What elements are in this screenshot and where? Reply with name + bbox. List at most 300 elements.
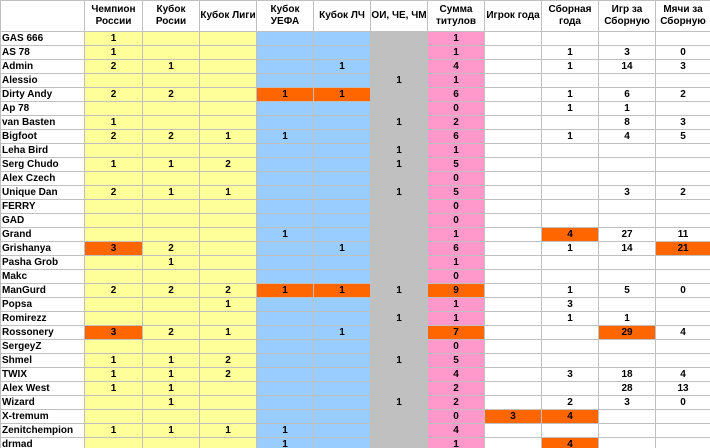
value-cell[interactable] (314, 46, 371, 60)
value-cell[interactable] (599, 200, 656, 214)
value-cell[interactable] (656, 172, 710, 186)
value-cell[interactable] (371, 200, 428, 214)
value-cell[interactable] (200, 46, 257, 60)
player-name-cell[interactable]: van Basten (1, 116, 85, 130)
value-cell[interactable] (656, 424, 710, 438)
value-cell[interactable]: 0 (428, 270, 485, 284)
value-cell[interactable] (200, 396, 257, 410)
value-cell[interactable]: 2 (200, 158, 257, 172)
value-cell[interactable]: 9 (428, 284, 485, 298)
value-cell[interactable]: 1 (371, 284, 428, 298)
value-cell[interactable] (371, 88, 428, 102)
value-cell[interactable] (314, 116, 371, 130)
value-cell[interactable]: 1 (542, 46, 599, 60)
value-cell[interactable] (143, 74, 200, 88)
value-cell[interactable] (485, 284, 542, 298)
value-cell[interactable]: 4 (428, 368, 485, 382)
value-cell[interactable]: 5 (428, 354, 485, 368)
value-cell[interactable] (85, 102, 143, 116)
value-cell[interactable] (371, 60, 428, 74)
value-cell[interactable] (314, 256, 371, 270)
value-cell[interactable]: 6 (428, 130, 485, 144)
value-cell[interactable] (143, 172, 200, 186)
value-cell[interactable]: 5 (428, 158, 485, 172)
value-cell[interactable]: 1 (371, 158, 428, 172)
value-cell[interactable] (314, 102, 371, 116)
value-cell[interactable]: 5 (599, 284, 656, 298)
value-cell[interactable] (257, 410, 314, 424)
value-cell[interactable] (542, 116, 599, 130)
value-cell[interactable]: 18 (599, 368, 656, 382)
value-cell[interactable] (314, 382, 371, 396)
value-cell[interactable] (143, 214, 200, 228)
value-cell[interactable] (257, 172, 314, 186)
value-cell[interactable] (257, 74, 314, 88)
value-cell[interactable]: 4 (428, 60, 485, 74)
value-cell[interactable] (85, 298, 143, 312)
value-cell[interactable]: 7 (428, 326, 485, 340)
value-cell[interactable] (200, 116, 257, 130)
value-cell[interactable]: 2 (428, 396, 485, 410)
value-cell[interactable] (599, 158, 656, 172)
value-cell[interactable] (371, 438, 428, 448)
value-cell[interactable]: 1 (143, 60, 200, 74)
value-cell[interactable] (314, 200, 371, 214)
value-cell[interactable] (143, 228, 200, 242)
value-cell[interactable] (85, 144, 143, 158)
value-cell[interactable] (371, 102, 428, 116)
player-name-cell[interactable]: Ap 78 (1, 102, 85, 116)
value-cell[interactable] (656, 354, 710, 368)
value-cell[interactable]: 1 (371, 144, 428, 158)
value-cell[interactable] (656, 144, 710, 158)
value-cell[interactable] (371, 242, 428, 256)
value-cell[interactable]: 2 (200, 368, 257, 382)
value-cell[interactable] (85, 228, 143, 242)
value-cell[interactable]: 1 (200, 298, 257, 312)
value-cell[interactable]: 1 (143, 186, 200, 200)
value-cell[interactable] (485, 32, 542, 46)
value-cell[interactable]: 1 (143, 382, 200, 396)
value-cell[interactable] (656, 340, 710, 354)
value-cell[interactable] (314, 130, 371, 144)
header-cell[interactable]: Кубок Росии (143, 1, 200, 32)
value-cell[interactable] (85, 270, 143, 284)
value-cell[interactable]: 1 (428, 312, 485, 326)
value-cell[interactable] (371, 172, 428, 186)
value-cell[interactable]: 1 (314, 60, 371, 74)
value-cell[interactable] (257, 312, 314, 326)
value-cell[interactable] (257, 298, 314, 312)
value-cell[interactable] (542, 340, 599, 354)
value-cell[interactable]: 1 (200, 186, 257, 200)
value-cell[interactable]: 1 (143, 256, 200, 270)
value-cell[interactable] (542, 158, 599, 172)
header-cell[interactable]: ОИ, ЧЕ, ЧМ (371, 1, 428, 32)
value-cell[interactable]: 1 (143, 354, 200, 368)
value-cell[interactable]: 1 (143, 158, 200, 172)
value-cell[interactable] (314, 368, 371, 382)
value-cell[interactable]: 1 (542, 130, 599, 144)
value-cell[interactable]: 5 (428, 186, 485, 200)
value-cell[interactable] (314, 312, 371, 326)
value-cell[interactable] (371, 340, 428, 354)
value-cell[interactable] (542, 382, 599, 396)
value-cell[interactable]: 2 (656, 186, 710, 200)
value-cell[interactable]: 1 (371, 396, 428, 410)
value-cell[interactable] (200, 256, 257, 270)
player-name-cell[interactable]: Grand (1, 228, 85, 242)
value-cell[interactable] (85, 214, 143, 228)
value-cell[interactable] (143, 102, 200, 116)
value-cell[interactable] (599, 144, 656, 158)
value-cell[interactable] (314, 410, 371, 424)
value-cell[interactable]: 1 (257, 88, 314, 102)
value-cell[interactable]: 1 (85, 116, 143, 130)
value-cell[interactable]: 5 (656, 130, 710, 144)
value-cell[interactable] (200, 60, 257, 74)
value-cell[interactable]: 1 (200, 326, 257, 340)
value-cell[interactable]: 4 (428, 424, 485, 438)
value-cell[interactable] (656, 200, 710, 214)
value-cell[interactable] (485, 88, 542, 102)
value-cell[interactable]: 1 (428, 228, 485, 242)
value-cell[interactable] (542, 200, 599, 214)
player-name-cell[interactable]: Pasha Grob (1, 256, 85, 270)
value-cell[interactable]: 1 (200, 130, 257, 144)
value-cell[interactable] (200, 214, 257, 228)
value-cell[interactable]: 4 (542, 410, 599, 424)
value-cell[interactable] (314, 214, 371, 228)
value-cell[interactable]: 2 (200, 284, 257, 298)
header-cell[interactable]: Мячи за Сборную (656, 1, 710, 32)
player-name-cell[interactable]: Makc (1, 270, 85, 284)
value-cell[interactable]: 1 (542, 284, 599, 298)
value-cell[interactable] (257, 270, 314, 284)
player-name-cell[interactable]: SergeyZ (1, 340, 85, 354)
value-cell[interactable] (371, 298, 428, 312)
value-cell[interactable] (542, 326, 599, 340)
value-cell[interactable]: 1 (314, 88, 371, 102)
value-cell[interactable] (314, 144, 371, 158)
value-cell[interactable] (200, 340, 257, 354)
value-cell[interactable]: 11 (656, 228, 710, 242)
value-cell[interactable] (599, 298, 656, 312)
value-cell[interactable]: 1 (599, 102, 656, 116)
value-cell[interactable] (314, 396, 371, 410)
value-cell[interactable] (85, 172, 143, 186)
value-cell[interactable] (257, 326, 314, 340)
header-cell-name[interactable] (1, 1, 85, 32)
value-cell[interactable] (371, 32, 428, 46)
value-cell[interactable]: 1 (428, 256, 485, 270)
player-name-cell[interactable]: TWIX (1, 368, 85, 382)
value-cell[interactable] (200, 270, 257, 284)
value-cell[interactable] (371, 256, 428, 270)
value-cell[interactable] (371, 326, 428, 340)
value-cell[interactable]: 1 (85, 32, 143, 46)
value-cell[interactable]: 1 (428, 298, 485, 312)
value-cell[interactable]: 1 (85, 382, 143, 396)
player-name-cell[interactable]: Grishanya (1, 242, 85, 256)
value-cell[interactable] (314, 158, 371, 172)
value-cell[interactable] (200, 88, 257, 102)
value-cell[interactable] (485, 228, 542, 242)
value-cell[interactable] (485, 144, 542, 158)
value-cell[interactable] (485, 312, 542, 326)
value-cell[interactable]: 1 (200, 424, 257, 438)
value-cell[interactable]: 0 (428, 102, 485, 116)
value-cell[interactable] (656, 410, 710, 424)
value-cell[interactable] (485, 340, 542, 354)
value-cell[interactable] (143, 270, 200, 284)
value-cell[interactable] (599, 410, 656, 424)
value-cell[interactable] (200, 312, 257, 326)
value-cell[interactable] (257, 354, 314, 368)
value-cell[interactable] (257, 158, 314, 172)
value-cell[interactable]: 1 (542, 88, 599, 102)
value-cell[interactable] (257, 340, 314, 354)
value-cell[interactable] (599, 172, 656, 186)
value-cell[interactable]: 1 (428, 438, 485, 448)
value-cell[interactable] (257, 60, 314, 74)
value-cell[interactable]: 0 (428, 410, 485, 424)
value-cell[interactable]: 1 (85, 368, 143, 382)
value-cell[interactable] (143, 32, 200, 46)
value-cell[interactable] (85, 74, 143, 88)
value-cell[interactable] (143, 298, 200, 312)
player-name-cell[interactable]: Alex West (1, 382, 85, 396)
value-cell[interactable] (257, 116, 314, 130)
value-cell[interactable]: 1 (85, 46, 143, 60)
value-cell[interactable] (542, 256, 599, 270)
player-name-cell[interactable]: Wizard (1, 396, 85, 410)
value-cell[interactable]: 4 (542, 438, 599, 448)
value-cell[interactable]: 1 (257, 130, 314, 144)
value-cell[interactable] (656, 438, 710, 448)
header-cell[interactable]: Игр за Сборную (599, 1, 656, 32)
value-cell[interactable] (656, 74, 710, 88)
value-cell[interactable] (371, 270, 428, 284)
value-cell[interactable] (314, 228, 371, 242)
value-cell[interactable] (143, 200, 200, 214)
value-cell[interactable] (485, 200, 542, 214)
value-cell[interactable] (200, 200, 257, 214)
value-cell[interactable]: 1 (85, 424, 143, 438)
value-cell[interactable] (485, 172, 542, 186)
value-cell[interactable]: 6 (428, 242, 485, 256)
value-cell[interactable]: 1 (371, 186, 428, 200)
value-cell[interactable]: 3 (485, 410, 542, 424)
value-cell[interactable] (599, 340, 656, 354)
player-name-cell[interactable]: Unique Dan (1, 186, 85, 200)
value-cell[interactable] (656, 312, 710, 326)
value-cell[interactable] (371, 228, 428, 242)
header-cell[interactable]: Чемпион России (85, 1, 143, 32)
value-cell[interactable] (371, 410, 428, 424)
value-cell[interactable] (314, 298, 371, 312)
value-cell[interactable]: 0 (656, 46, 710, 60)
value-cell[interactable] (257, 186, 314, 200)
value-cell[interactable] (200, 172, 257, 186)
value-cell[interactable]: 1 (542, 60, 599, 74)
value-cell[interactable]: 1 (143, 368, 200, 382)
header-cell[interactable]: Кубок ЛЧ (314, 1, 371, 32)
value-cell[interactable] (143, 116, 200, 130)
value-cell[interactable]: 1 (143, 396, 200, 410)
value-cell[interactable] (656, 32, 710, 46)
value-cell[interactable]: 1 (85, 158, 143, 172)
player-name-cell[interactable]: drmad (1, 438, 85, 448)
value-cell[interactable]: 1 (542, 102, 599, 116)
value-cell[interactable]: 1 (371, 74, 428, 88)
value-cell[interactable] (542, 424, 599, 438)
value-cell[interactable]: 1 (542, 312, 599, 326)
value-cell[interactable] (371, 130, 428, 144)
value-cell[interactable] (85, 396, 143, 410)
value-cell[interactable] (599, 214, 656, 228)
value-cell[interactable] (371, 368, 428, 382)
value-cell[interactable]: 1 (85, 354, 143, 368)
value-cell[interactable] (314, 74, 371, 88)
value-cell[interactable]: 3 (656, 116, 710, 130)
value-cell[interactable]: 2 (85, 284, 143, 298)
value-cell[interactable]: 1 (257, 438, 314, 448)
value-cell[interactable] (542, 144, 599, 158)
player-name-cell[interactable]: Leha Bird (1, 144, 85, 158)
value-cell[interactable] (485, 382, 542, 396)
value-cell[interactable]: 3 (599, 46, 656, 60)
value-cell[interactable]: 2 (85, 130, 143, 144)
value-cell[interactable] (314, 424, 371, 438)
value-cell[interactable] (257, 102, 314, 116)
value-cell[interactable]: 0 (428, 200, 485, 214)
value-cell[interactable] (599, 270, 656, 284)
value-cell[interactable]: 1 (428, 144, 485, 158)
value-cell[interactable]: 4 (599, 130, 656, 144)
value-cell[interactable] (485, 102, 542, 116)
value-cell[interactable]: 2 (143, 88, 200, 102)
value-cell[interactable] (257, 144, 314, 158)
value-cell[interactable] (257, 382, 314, 396)
value-cell[interactable]: 28 (599, 382, 656, 396)
value-cell[interactable]: 0 (656, 396, 710, 410)
value-cell[interactable]: 2 (143, 130, 200, 144)
value-cell[interactable] (257, 256, 314, 270)
value-cell[interactable]: 1 (314, 326, 371, 340)
value-cell[interactable] (599, 354, 656, 368)
value-cell[interactable] (485, 158, 542, 172)
value-cell[interactable]: 1 (371, 354, 428, 368)
value-cell[interactable]: 0 (428, 214, 485, 228)
value-cell[interactable] (200, 102, 257, 116)
value-cell[interactable] (314, 354, 371, 368)
player-name-cell[interactable]: X-tremum (1, 410, 85, 424)
value-cell[interactable]: 4 (656, 326, 710, 340)
value-cell[interactable]: 14 (599, 60, 656, 74)
value-cell[interactable] (542, 214, 599, 228)
value-cell[interactable]: 1 (257, 228, 314, 242)
value-cell[interactable]: 13 (656, 382, 710, 396)
value-cell[interactable] (85, 438, 143, 448)
value-cell[interactable] (314, 270, 371, 284)
value-cell[interactable] (485, 130, 542, 144)
value-cell[interactable] (85, 200, 143, 214)
value-cell[interactable] (257, 396, 314, 410)
value-cell[interactable]: 2 (428, 116, 485, 130)
value-cell[interactable]: 3 (599, 396, 656, 410)
value-cell[interactable] (542, 186, 599, 200)
value-cell[interactable]: 8 (599, 116, 656, 130)
value-cell[interactable] (485, 438, 542, 448)
value-cell[interactable] (542, 354, 599, 368)
value-cell[interactable] (85, 256, 143, 270)
value-cell[interactable] (485, 368, 542, 382)
player-name-cell[interactable]: GAD (1, 214, 85, 228)
header-cell[interactable]: Кубок УЕФА (257, 1, 314, 32)
value-cell[interactable] (200, 32, 257, 46)
player-name-cell[interactable]: Zenitchempion (1, 424, 85, 438)
value-cell[interactable] (257, 46, 314, 60)
value-cell[interactable] (314, 172, 371, 186)
value-cell[interactable] (599, 74, 656, 88)
value-cell[interactable]: 2 (143, 284, 200, 298)
value-cell[interactable]: 4 (656, 368, 710, 382)
value-cell[interactable]: 2 (85, 60, 143, 74)
player-name-cell[interactable]: Romirezz (1, 312, 85, 326)
player-name-cell[interactable]: Serg Chudo (1, 158, 85, 172)
value-cell[interactable] (656, 214, 710, 228)
value-cell[interactable] (200, 74, 257, 88)
value-cell[interactable] (599, 424, 656, 438)
value-cell[interactable] (485, 424, 542, 438)
player-name-cell[interactable]: AS 78 (1, 46, 85, 60)
value-cell[interactable]: 1 (143, 424, 200, 438)
value-cell[interactable]: 0 (428, 172, 485, 186)
value-cell[interactable] (200, 382, 257, 396)
value-cell[interactable] (485, 256, 542, 270)
value-cell[interactable]: 14 (599, 242, 656, 256)
value-cell[interactable] (200, 144, 257, 158)
value-cell[interactable] (257, 200, 314, 214)
player-name-cell[interactable]: Bigfoot (1, 130, 85, 144)
value-cell[interactable] (542, 74, 599, 88)
value-cell[interactable] (485, 354, 542, 368)
player-name-cell[interactable]: Alex Czech (1, 172, 85, 186)
value-cell[interactable] (485, 116, 542, 130)
value-cell[interactable]: 3 (599, 186, 656, 200)
player-name-cell[interactable]: Rossonery (1, 326, 85, 340)
player-name-cell[interactable]: Dirty Andy (1, 88, 85, 102)
value-cell[interactable]: 3 (542, 368, 599, 382)
value-cell[interactable] (485, 298, 542, 312)
header-cell[interactable]: Сумма титулов (428, 1, 485, 32)
value-cell[interactable]: 1 (599, 312, 656, 326)
value-cell[interactable] (143, 144, 200, 158)
value-cell[interactable] (371, 382, 428, 396)
value-cell[interactable]: 1 (257, 424, 314, 438)
value-cell[interactable] (200, 410, 257, 424)
value-cell[interactable] (485, 46, 542, 60)
value-cell[interactable] (85, 410, 143, 424)
value-cell[interactable]: 2 (428, 382, 485, 396)
player-name-cell[interactable]: Shmel (1, 354, 85, 368)
value-cell[interactable] (485, 396, 542, 410)
value-cell[interactable]: 1 (428, 32, 485, 46)
value-cell[interactable] (485, 60, 542, 74)
value-cell[interactable] (143, 410, 200, 424)
value-cell[interactable] (371, 46, 428, 60)
